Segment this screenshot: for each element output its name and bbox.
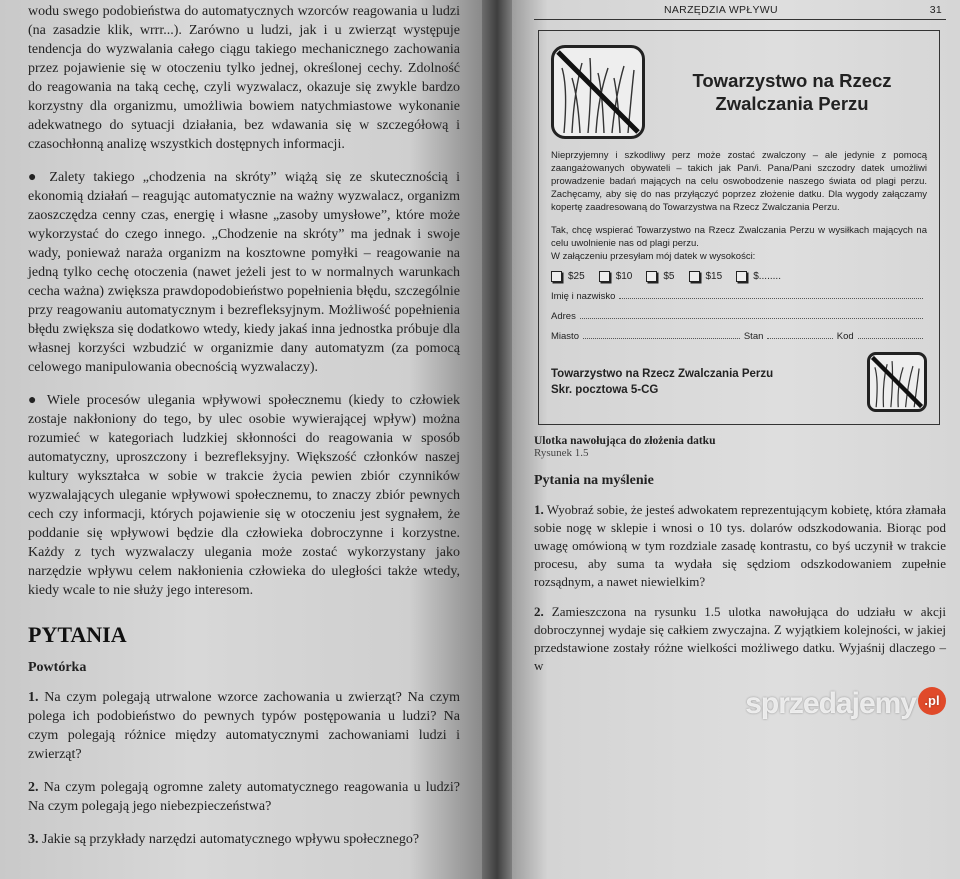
leaflet-pledge-amount: W załączeniu przesyłam mój datek w wysokości:	[551, 251, 756, 262]
section-title: Pytania na myślenie	[534, 473, 654, 489]
amount-option[interactable]: $15	[689, 271, 723, 282]
paragraph: ● Zalety takiego „chodzenia na skróty” wiążą się ze skutecznością i ekonomią działań – reagując automatycznie na ważny wyzwalacz, organizm zaoszczędza cenny czas, energię i własne „zasoby umysłowe”, które może wykorzystać do czego innego. „Chodzenie na skróty” ma jednak i swoje wady, ponieważ naraża organizm na kosztowne pomyłki – reagowanie na jedną tylko cechę otoczenia (nawet jeżeli jest to w normalnych warunkach cecha ważna) zwiększa prawdopodobieństwo popełnienia błędu, szczególnie przy reagowaniu automatycznym i bezrefleksyjnym. Możliwość popełnienia błędu zwiększa się dodatkowo wtedy, kiedy jakaś inna jednostka próbuje dla własnej korzyści wzbudzić w organizmie dany automatyzm (za pomocą celowego manipulowania obecnością wyzwalaczy).	[28, 168, 460, 377]
amount-option[interactable]: $5	[646, 271, 674, 282]
question-2: 2. Na czym polegają ogromne zalety automatycznego reagowania u ludzi? Na czym polegają jego niebezpieczeństwa?	[28, 780, 460, 814]
amount-option[interactable]: $10	[599, 271, 633, 282]
question-1: 1. Na czym polegają utrwalone wzorce zachowania u zwierząt? Na czym polega ich podobieństwo do pewnych typów postępowania u ludzi? Na czym polegają różnice między automatycznymi zachowaniami ludzi i zwierząt?	[28, 690, 461, 762]
subheading: Powtórka	[28, 660, 87, 675]
amount-checkboxes	[551, 271, 927, 282]
figure-caption: Ulotka nawołująca do złożenia datku	[534, 435, 716, 448]
running-head: NARZĘDZIA WPŁYWU	[664, 4, 778, 16]
leaflet-pledge: Tak, chcę wspierać Towarzystwo na Rzecz Zwalczania Perzu w wysiłkach mających na celu uwolnienie nas od plagi perzu.	[551, 225, 927, 249]
amount-option[interactable]: $........	[736, 271, 781, 282]
checkbox-icon	[736, 271, 747, 282]
section-heading: PYTANIA	[28, 622, 127, 647]
mailing-address: Towarzystwo na Rzecz Zwalczania Perzu Skr. pocztowa 5-CG	[551, 368, 774, 397]
figure-label: Rysunek 1.5	[534, 447, 589, 460]
thinking-question-1: 1. Wyobraź sobie, że jesteś adwokatem reprezentującym kobietę, która złamała sobie nogę w sklepie i wnosi o 10 tys. dolarów odszkodowania. Biorąc pod uwagę omówioną w tym rozdziale zasadę kontrastu, co byś uczynił w trakcie procesu, aby suma ta wydała się sędziom odszkodowaniem zupełnie rozsądnym, a nawet niewielkim?	[534, 502, 946, 590]
checkbox-icon	[689, 271, 700, 282]
city-state-zip-field[interactable]: Miasto Stan Kod	[551, 330, 927, 342]
paragraph: ● Wiele procesów ulegania wpływowi społecznemu (kiedy to człowiek zostaje nakłoniony do tego, by ulec osobie wywierającej wpływ) można rozumieć w kategoriach ludzkiej skłonności do reagowania w sposób automatyczny, uproszczony i bezrefleksyjny. Większość członków naszej kultury wykształca w sobie w trakcie życia pewien zbiór czynników wyzwalających uleganie wpływowi społecznemu, to znaczy zbiór pewnych cech czy informacji, których pojawienie się w otoczeniu jest sygnałem, że poddanie się wpływowi będzie dla człowieka dobroczynne i korzystne. Każdy z tych wyzwalaczy ulegania może zostać wykorzystany jako narzędzie wpływu celem nakłonienia człowieka do uległości także wtedy, kiedy wcale to nie służy jego interesom.	[28, 391, 460, 600]
question-3: 3. Jakie są przykłady narzędzi automatycznego wpływu społecznego?	[28, 832, 420, 847]
page-header	[534, 2, 946, 20]
right-page	[512, 0, 960, 879]
watermark-logo: sprzedajemy .pl	[745, 687, 946, 721]
name-field[interactable]: Imię i nazwisko	[551, 290, 927, 302]
amount-option[interactable]: $25	[551, 271, 585, 282]
leaflet-body: Nieprzyjemny i szkodliwy perz może zostać zwalczony – ale jedynie z pomocą zaangażowanych obywateli – takich jak Pan/i. Pana/Pani szczodry datek umożliwi prowadzenie badań mających na celu oswobodzenie naszego świata od plagi perzu. Zachęcamy, aby się do nas przyłączyć poprzez złożenie datku. Dla wygody załączamy kopertę zaadresowaną do Towarzystwa na Rzecz Zwalczania Perzu.	[551, 150, 927, 213]
paragraph: wodu swego podobieństwa do automatycznych wzorców reagowania u ludzi (na zasadzie klik, wrrr...). Zarówno u ludzi, jak i u zwierząt występuje tendencja do wyzwalania całego ciągu takiego mechanicznego zachowania przez pojawienie się w otoczeniu tylko jednej, określonej cechy. Zdolność do reagowania na taką cechę, czyli wyzwalacz, okazuje się zwykle bardzo korzystny dla organizmu, umożliwia bowiem natychmiastowe wykonanie adekwatnego do sytuacji działania, bez wdawania się w szczegółową i czasochłonną analizę wszystkich dostępnych informacji.	[28, 4, 460, 152]
leaflet-figure	[538, 30, 940, 425]
page-number: 31	[929, 4, 942, 16]
checkbox-icon	[646, 271, 657, 282]
crossed-grass-logo-small-icon	[867, 352, 927, 412]
address-field[interactable]: Adres	[551, 310, 927, 322]
book-gutter	[482, 0, 512, 879]
checkbox-icon	[551, 271, 562, 282]
thinking-question-2: 2. Zamieszczona na rysunku 1.5 ulotka nawołująca do udziału w akcji dobroczynnej wydaje się całkiem zwyczajna. Z wyjątkiem kolejności, w jakiej przedstawione zostały różne wielkości możliwego datku. Wyjaśnij dlaczego – w	[534, 604, 947, 674]
leaflet-title: Towarzystwo na Rzecz Zwalczania Perzu	[692, 70, 892, 114]
crossed-grass-logo-icon	[551, 45, 645, 139]
checkbox-icon	[599, 271, 610, 282]
